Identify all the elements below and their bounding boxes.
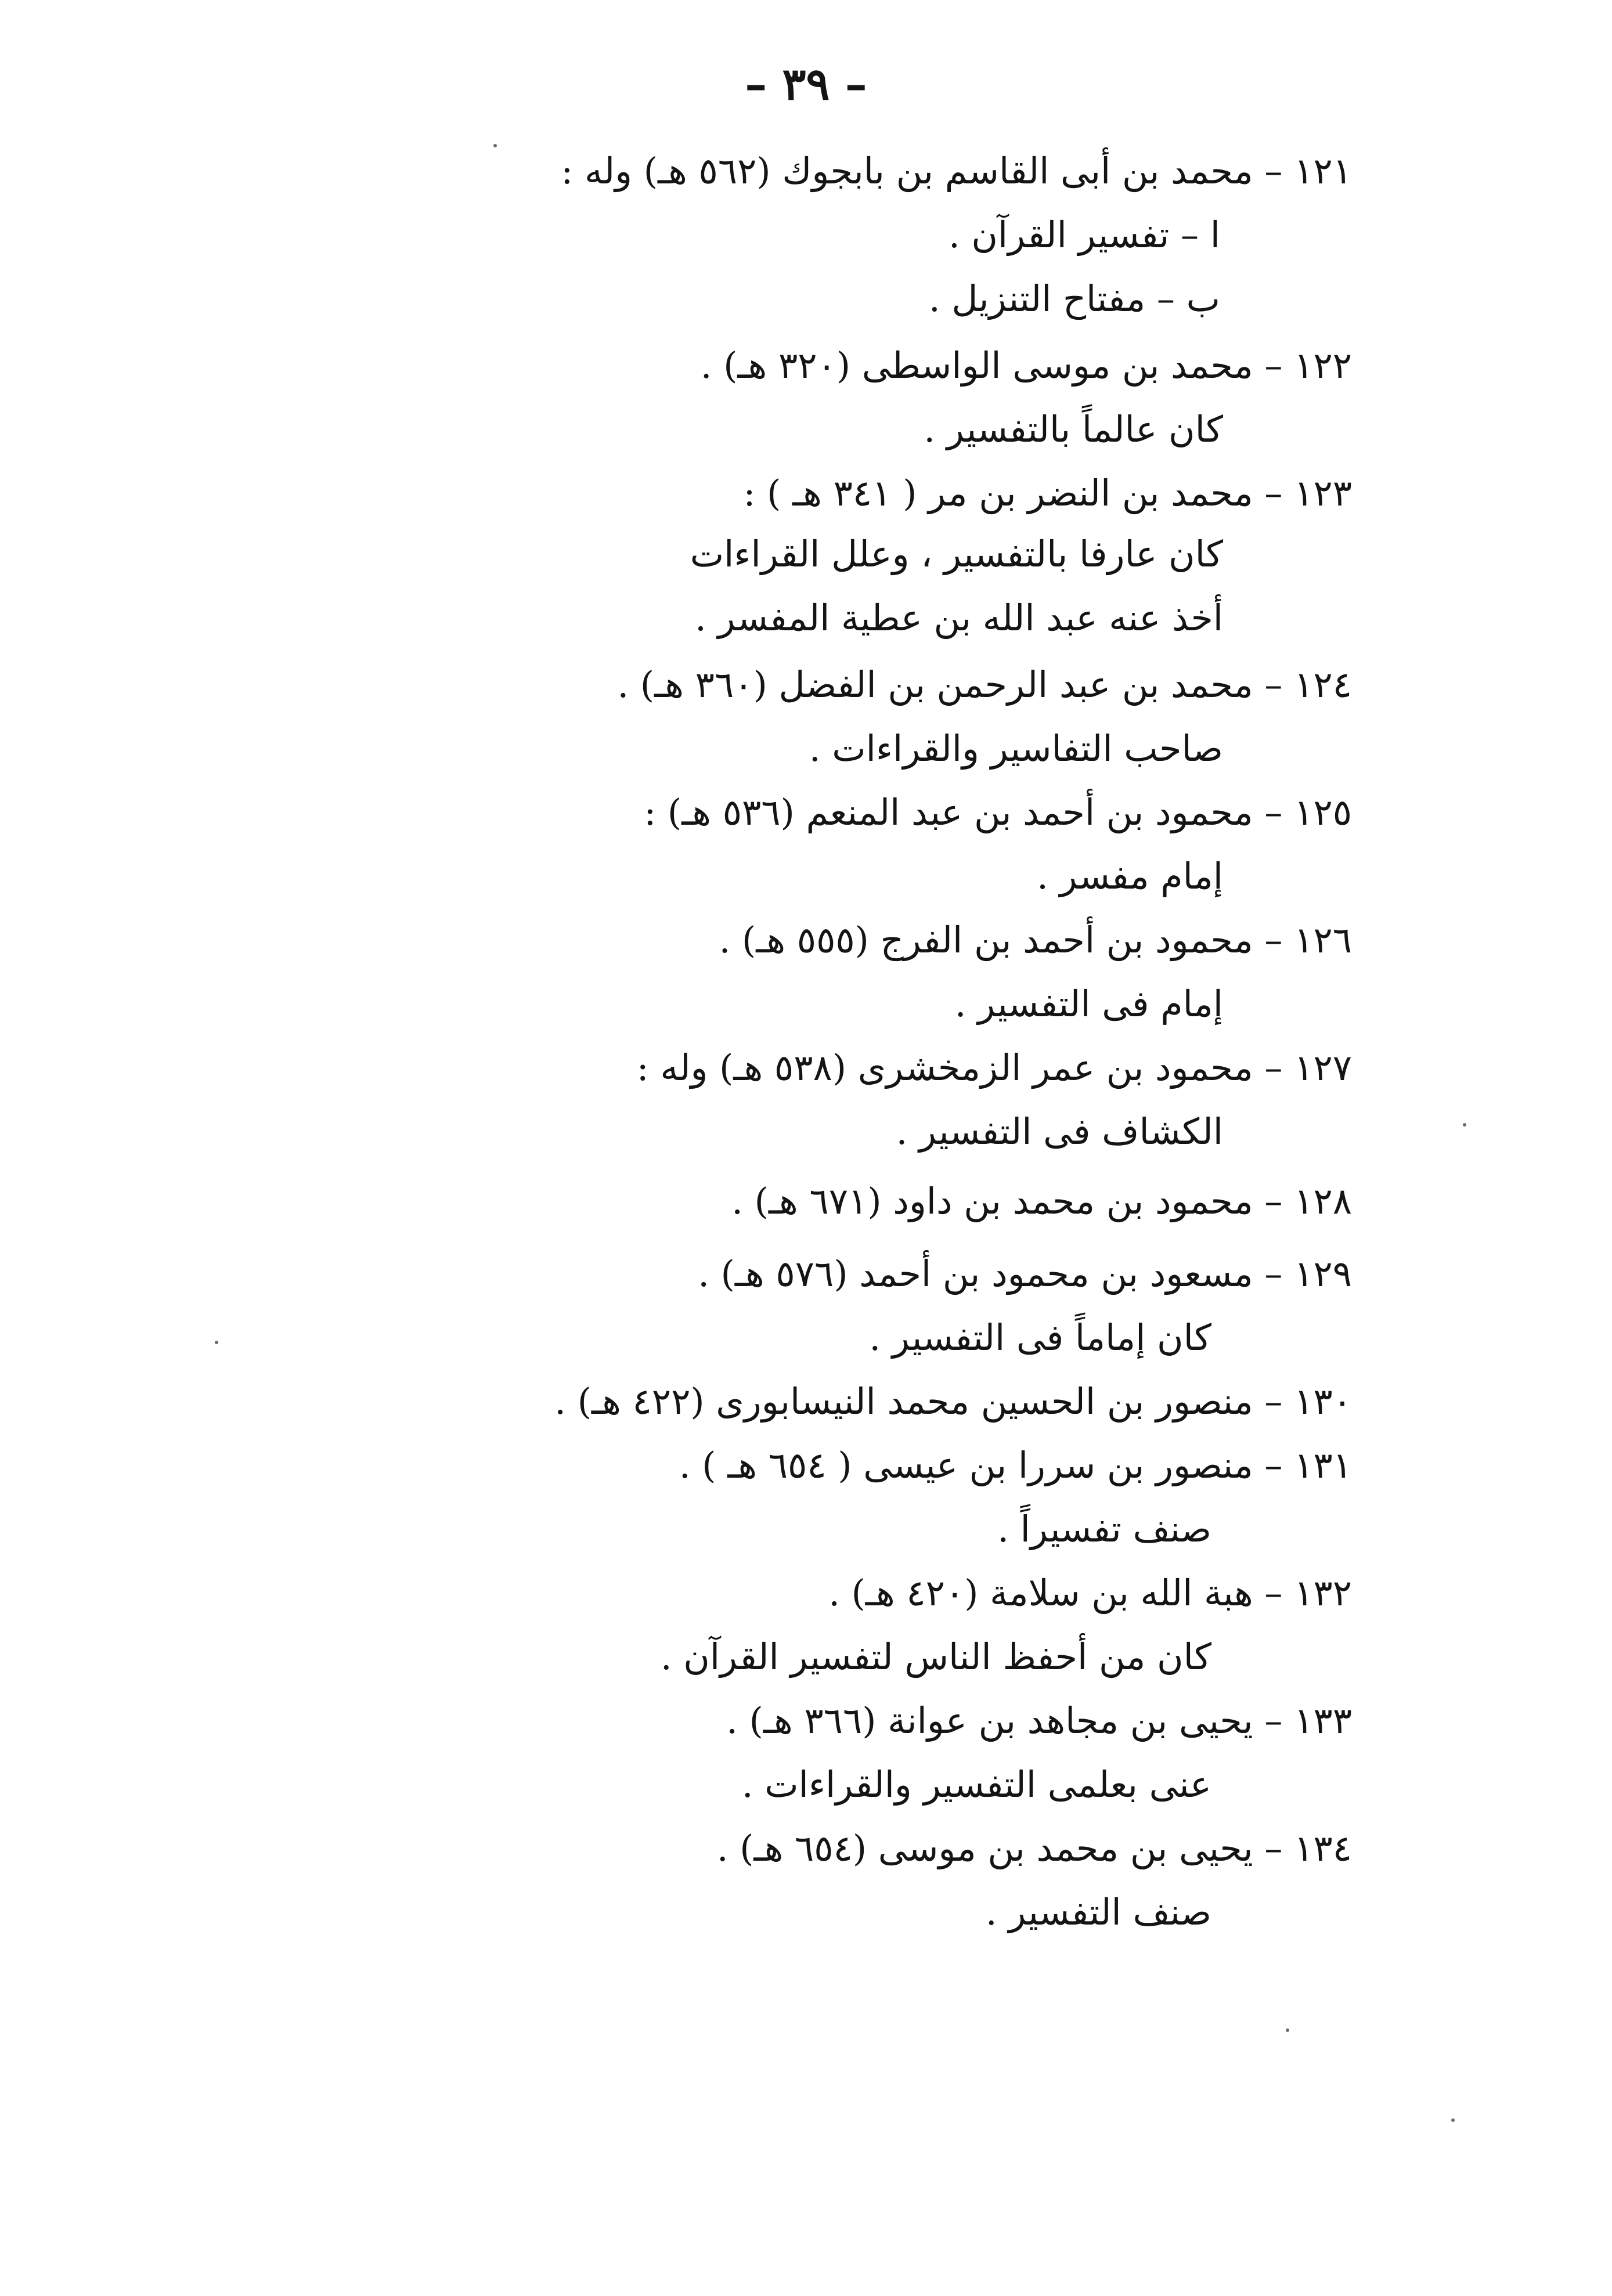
entry-130-heading: ١٣٠ – منصور بن الحسين محمد النيسابورى (٤٢٢ هـ) .	[554, 1380, 1352, 1423]
entry-127-note: الكشاف فى التفسير .	[896, 1110, 1223, 1153]
entry-123-note-2: أخذ عنه عبد الله بن عطية المفسر .	[695, 597, 1223, 639]
entry-131-note: صنف تفسيراً .	[997, 1508, 1211, 1550]
entry-125-note: إمام مفسر .	[1037, 855, 1223, 897]
entry-123-note-1: كان عارفا بالتفسير ، وعلل القراءات	[690, 533, 1223, 575]
entry-134-heading: ١٣٤ – يحيى بن محمد بن موسى (٦٥٤ هـ) .	[716, 1827, 1352, 1869]
entry-122-heading: ١٢٢ – محمد بن موسى الواسطى (٣٢٠ هـ) .	[700, 344, 1352, 387]
entry-129-note: كان إماماً فى التفسير .	[869, 1316, 1211, 1359]
entry-132-note: كان من أحفظ الناس لتفسير القرآن .	[660, 1636, 1211, 1678]
entry-122-note: كان عالماً بالتفسير .	[924, 408, 1223, 450]
entry-132-heading: ١٣٢ – هبة الله بن سلامة (٤٢٠ هـ) .	[828, 1572, 1352, 1614]
entry-133-note: عنى بعلمى التفسير والقراءات .	[741, 1763, 1211, 1806]
entry-134-note: صنف التفسير .	[985, 1891, 1211, 1933]
entry-124-heading: ١٢٤ – محمد بن عبد الرحمن بن الفضل (٣٦٠ هـ) .	[617, 663, 1352, 706]
entry-126-note: إمام فى التفسير .	[954, 983, 1223, 1025]
scan-speck	[1463, 1123, 1466, 1127]
entry-121-heading: ١٢١ – محمد بن أبى القاسم بن بابجوك (٥٦٢ هـ) وله :	[561, 150, 1352, 192]
scan-speck	[1451, 2118, 1455, 2122]
entry-129-heading: ١٢٩ – مسعود بن محمود بن أحمد (٥٧٦ هـ) .	[698, 1252, 1352, 1295]
entry-123-heading: ١٢٣ – محمد بن النضر بن مر ( ٣٤١ هـ ) :	[743, 472, 1352, 514]
scan-speck	[1286, 2028, 1289, 2032]
entry-121-item-b: ب – مفتاح التنزيل .	[928, 277, 1220, 320]
entry-127-heading: ١٢٧ – محمود بن عمر الزمخشرى (٥٣٨ هـ) وله :	[636, 1046, 1352, 1089]
scan-speck	[215, 1341, 218, 1344]
entry-121-item-a: ا – تفسير القرآن .	[948, 214, 1220, 256]
entry-133-heading: ١٣٣ – يحيى بن مجاهد بن عوانة (٣٦٦ هـ) .	[726, 1699, 1352, 1742]
entry-128-heading: ١٢٨ – محمود بن محمد بن داود (٦٧١ هـ) .	[731, 1180, 1352, 1222]
entry-124-note: صاحب التفاسير والقراءات .	[809, 727, 1223, 770]
page-number: – ٣٩ –	[745, 58, 867, 110]
entry-125-heading: ١٢٥ – محمود بن أحمد بن عبد المنعم (٥٣٦ هـ) :	[644, 791, 1352, 833]
scan-speck	[493, 144, 497, 147]
entry-131-heading: ١٣١ – منصور بن سررا بن عيسى ( ٦٥٤ هـ ) .	[679, 1444, 1352, 1486]
entry-126-heading: ١٢٦ – محمود بن أحمد بن الفرج (٥٥٥ هـ) .	[719, 919, 1352, 961]
